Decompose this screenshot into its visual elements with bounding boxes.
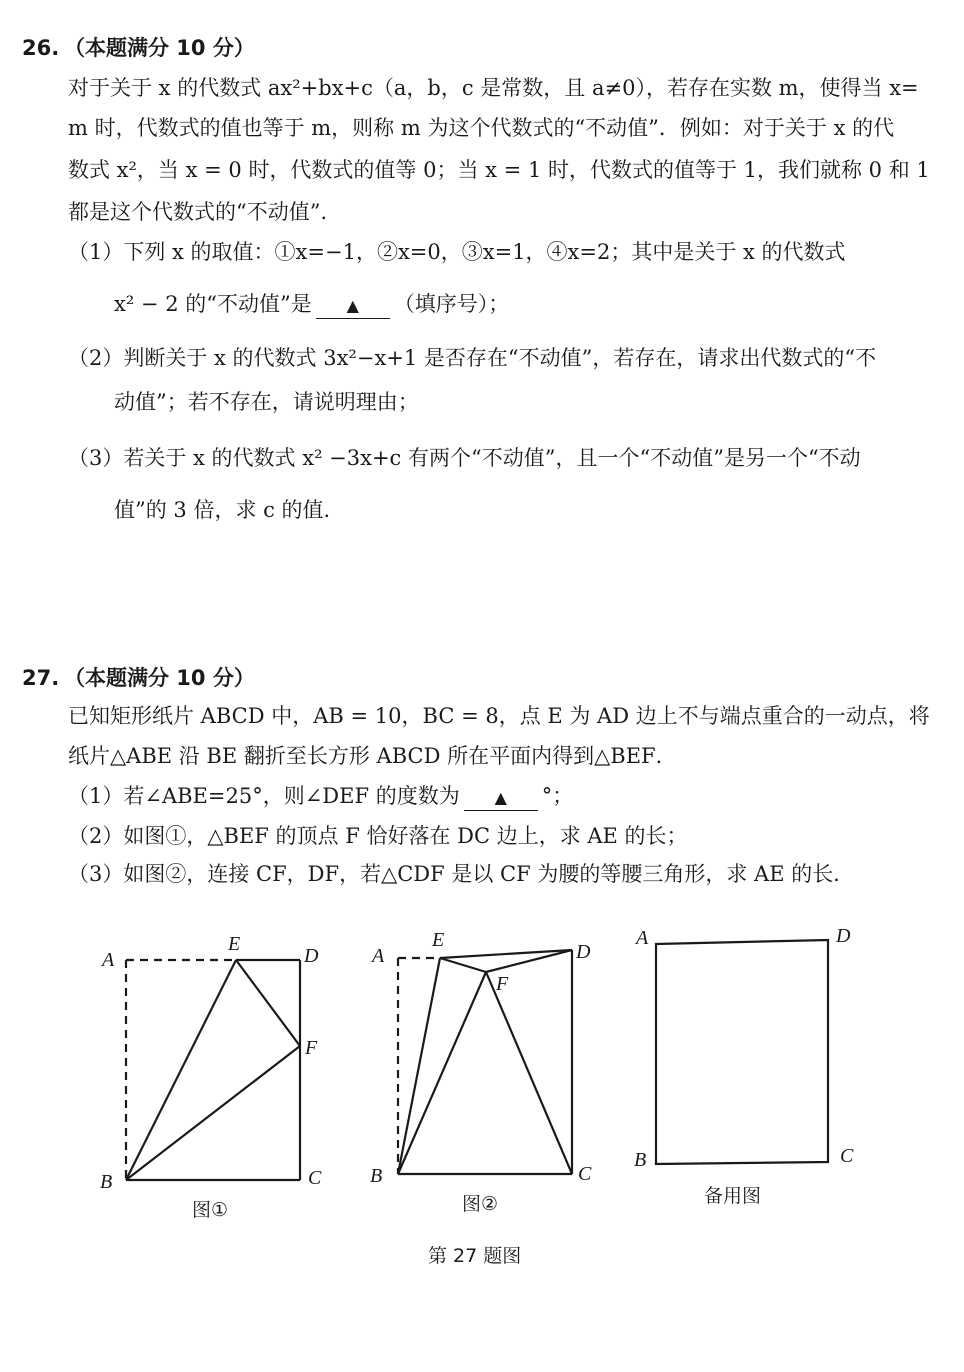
q27-intro-line1: 已知矩形纸片 ABCD 中，AB = 10，BC = 8，点 E 为 AD 边上不与端点重合的一动点，将 — [68, 704, 930, 728]
fig2-edge-BE — [398, 958, 440, 1174]
q26-intro-line1: 对于关于 x 的代数式 ax²+bx+c（a，b，c 是常数，且 a≠0），若存在实数 m，使得当 x= — [68, 76, 919, 100]
fig2-label-B: B — [370, 1165, 383, 1187]
fig1-edge-BE — [126, 960, 236, 1180]
q27-part3: （3）如图②，连接 CF，DF，若△CDF 是以 CF 为腰的等腰三角形，求 AE 的长． — [68, 862, 855, 886]
q27-part1-suffix: °； — [541, 784, 574, 808]
fig1-label-D: D — [304, 945, 319, 967]
fig2-label-D: D — [576, 941, 591, 963]
fig3-label-C: C — [840, 1145, 854, 1167]
q26-part2-line2: 动值”；若不存在，请说明理由； — [114, 390, 419, 414]
q26-intro-line4: 都是这个代数式的“不动值”． — [68, 200, 342, 224]
q27-intro-line2: 纸片△ABE 沿 BE 翻折至长方形 ABCD 所在平面内得到△BEF． — [68, 744, 677, 768]
q26-part1-prefix: x² − 2 的“不动值”是 — [114, 292, 312, 316]
fig1-label-F: F — [305, 1037, 318, 1059]
figure-3 — [656, 940, 828, 1164]
fig2-label-E: E — [432, 929, 445, 951]
triangle-marker-icon: ▲ — [346, 296, 359, 315]
q27-part2: （2）如图①，△BEF 的顶点 F 恰好落在 DC 边上，求 AE 的长； — [68, 824, 688, 848]
q27-header: （本题满分 10 分） — [64, 666, 255, 690]
fig3-rectangle — [656, 940, 828, 1164]
q26-number: 26. — [22, 36, 60, 60]
fig1-label-C: C — [308, 1167, 322, 1189]
q26-part1-line1: （1）下列 x 的取值：①x=−1，②x=0，③x=1，④x=2；其中是关于 x 的代数式 — [68, 240, 846, 264]
fig2-label-F: F — [496, 973, 509, 995]
fig3-caption: 备用图 — [704, 1185, 762, 1207]
q27-figure-caption: 第 27 题图 — [428, 1245, 522, 1267]
q26-part1-suffix: （填序号）； — [393, 292, 510, 316]
fig2-caption: 图② — [462, 1193, 499, 1215]
q26-part2-line1: （2）判断关于 x 的代数式 3x²−x+1 是否存在“不动值”，若存在，请求出代数式的“不 — [68, 346, 877, 370]
figure-1 — [126, 960, 300, 1180]
fig1-edge-EF — [236, 960, 300, 1046]
fig1-label-A: A — [102, 949, 115, 971]
q26-part3-line2: 值”的 3 倍，求 c 的值． — [114, 498, 345, 522]
fig1-label-E: E — [228, 933, 241, 955]
q27-part1-prefix: （1）若∠ABE=25°，则∠DEF 的度数为 — [68, 784, 460, 808]
fig1-label-B: B — [100, 1171, 113, 1193]
q26-intro-line3: 数式 x²，当 x = 0 时，代数式的值等 0；当 x = 1 时，代数式的值等于 1，我们就称 0 和 1 — [68, 158, 930, 182]
fig2-edge-EF — [440, 958, 486, 972]
q26-intro-line2: m 时，代数式的值也等于 m，则称 m 为这个代数式的“不动值”．例如：对于关于 x 的代 — [68, 116, 895, 140]
fig1-caption: 图① — [192, 1199, 229, 1221]
q27-number: 27. — [22, 666, 60, 690]
triangle-marker-icon: ▲ — [494, 788, 507, 807]
q26-header: （本题满分 10 分） — [64, 36, 255, 60]
fig2-edge-CF — [486, 972, 572, 1174]
fig3-label-B: B — [634, 1149, 647, 1171]
fig2-label-A: A — [372, 945, 385, 967]
fig3-label-A: A — [636, 927, 649, 949]
figure-2 — [398, 950, 572, 1174]
fig2-edge-BF — [398, 972, 486, 1174]
fig1-edge-BF — [126, 1046, 300, 1180]
q26-part3-line1: （3）若关于 x 的代数式 x² −3x+c 有两个“不动值”，且一个“不动值”是另一个“不动 — [68, 446, 861, 470]
fig2-label-C: C — [578, 1163, 592, 1185]
fig3-label-D: D — [836, 925, 851, 947]
